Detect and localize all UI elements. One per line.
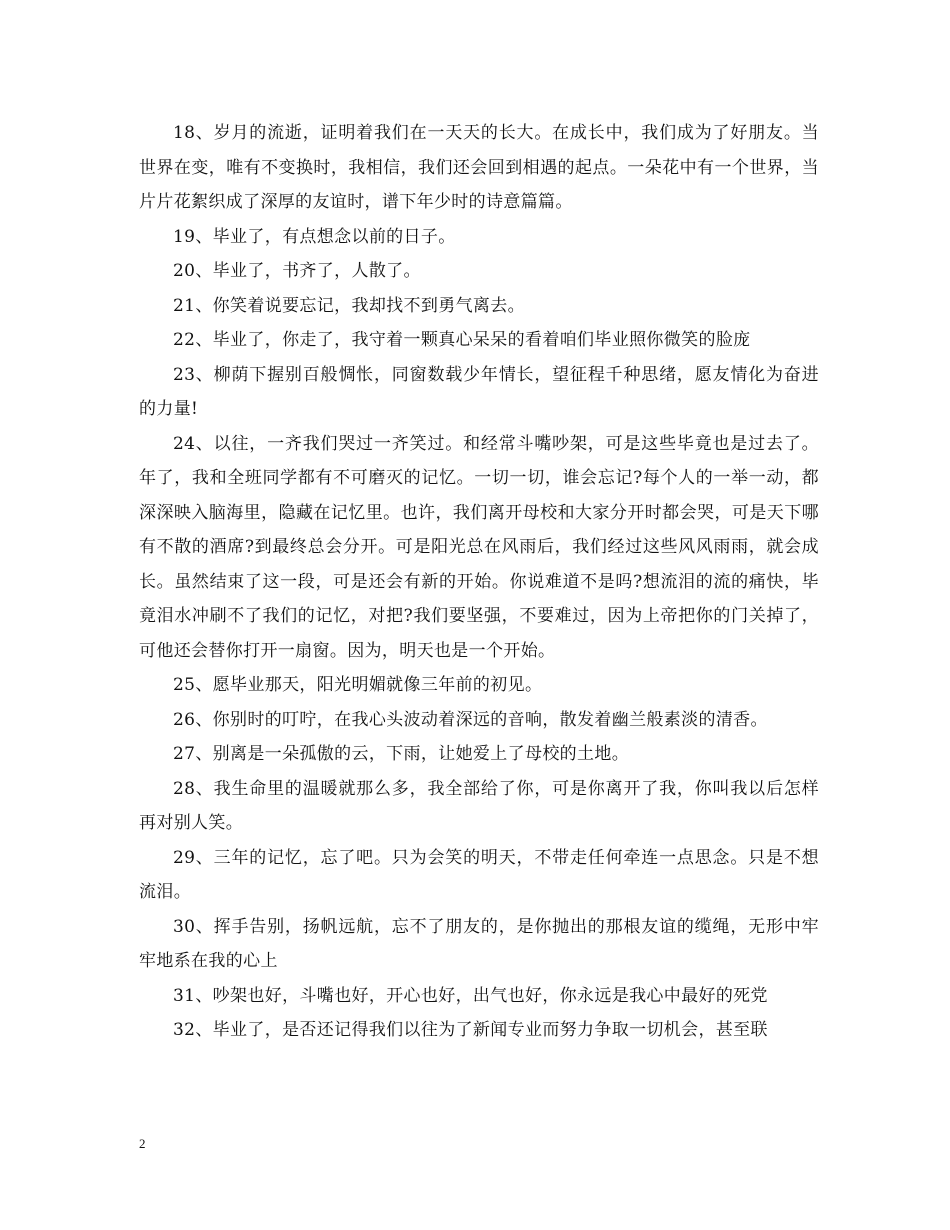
paragraph-28: 28、我生命里的温暖就那么多，我全部给了你，可是你离开了我，你叫我以后怎样再对别人笑。: [139, 778, 819, 833]
paragraph-21: 21、你笑着说要忘记，我却找不到勇气离去。: [173, 295, 525, 316]
paragraph-19: 19、毕业了，有点想念以前的日子。: [173, 226, 456, 247]
paragraph-20: 20、毕业了，书齐了，人散了。: [173, 261, 421, 281]
paragraph-30: 30、挥手告别，扬帆远航，忘不了朋友的，是你抛出的那根友谊的缆绳，无形中牢牢地系在我的心上: [139, 916, 819, 971]
paragraph-27: 27、别离是一朵孤傲的云，下雨，让她爱上了母校的土地。: [173, 744, 630, 764]
document-body: [139, 116, 819, 1048]
page-number: 2: [139, 1136, 146, 1151]
paragraph-22: 22、毕业了，你走了，我守着一颗真心呆呆的看着咱们毕业照你微笑的脸庞: [173, 330, 751, 350]
paragraph-26: 26、你别时的叮咛，在我心头波动着深远的音响，散发着幽兰般素淡的清香。: [173, 709, 768, 730]
paragraph-25: 25、愿毕业那天，阳光明媚就像三年前的初见。: [173, 675, 543, 695]
paragraph-18: 18、岁月的流逝，证明着我们在一天天的长大。在成长中，我们成为了好朋友。当世界在变，唯有不变换时，我相信，我们还会回到相遇的起点。一朵花中有一个世界，当片片花絮织成了深厚的友谊时，谱下年少时的诗意篇篇。: [139, 123, 819, 212]
paragraph-32: 32、毕业了，是否还记得我们以往为了新闻专业而努力争取一切机会，甚至联: [173, 1020, 768, 1040]
paragraph-29: 29、三年的记忆，忘了吧。只为会笑的明天，不带走任何牵连一点思念。只是不想流泪。: [139, 847, 819, 902]
paragraph-31: 31、吵架也好，斗嘴也好，开心也好，出气也好，你永远是我心中最好的死党: [173, 985, 768, 1006]
paragraph-23: 23、柳荫下握别百般惆怅，同窗数载少年情长，望征程千种思绪，愿友情化为奋进的力量!: [139, 364, 819, 419]
paragraph-24: 24、以往，一齐我们哭过一齐笑过。和经常斗嘴吵架，可是这些毕竟也是过去了。年了，我和全班同学都有不可磨灭的记忆。一切一切，谁会忘记?每个人的一举一动，都深深映入脑海里，隐藏在记忆里。也许，我们离开母校和大家分开时都会哭，可是天下哪有不散的酒席?到最终总会分开。可是阳光总在风雨后，我们经过这些风风雨雨，就会成长。虽然结束了这一段，可是还会有新的开始。你说难道不是吗?想流泪的流的痛快，毕竟泪水冲刷不了我们的记忆，对把?我们要坚强，不要难过，因为上帝把你的门关掉了，可他还会替你打开一扇窗。因为，明天也是一个开始。: [139, 433, 819, 661]
